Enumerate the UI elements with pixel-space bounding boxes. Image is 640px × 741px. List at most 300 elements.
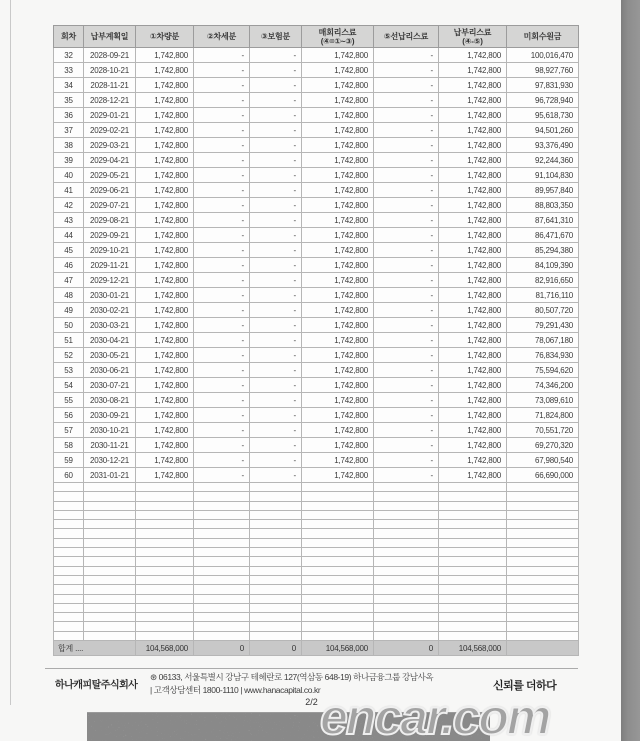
empty-cell: [302, 575, 374, 584]
total-tax: 0: [194, 641, 250, 656]
cell: 2029-01-21: [84, 108, 136, 123]
cell: 1,742,800: [136, 303, 194, 318]
cell: 1,742,800: [439, 168, 507, 183]
empty-cell: [507, 594, 579, 603]
cell: -: [250, 303, 302, 318]
cell: 2030-12-21: [84, 453, 136, 468]
empty-cell: [54, 594, 84, 603]
cell: 1,742,800: [439, 93, 507, 108]
empty-cell: [250, 613, 302, 622]
cell: -: [194, 303, 250, 318]
cell: 1,742,800: [439, 303, 507, 318]
cell: 2029-07-21: [84, 198, 136, 213]
empty-cell: [302, 529, 374, 538]
cell: 1,742,800: [136, 393, 194, 408]
cell: 57: [54, 423, 84, 438]
empty-cell: [194, 631, 250, 640]
empty-cell: [507, 557, 579, 566]
empty-cell: [439, 529, 507, 538]
cell: -: [194, 288, 250, 303]
empty-cell: [507, 510, 579, 519]
cell: -: [250, 138, 302, 153]
cell: 1,742,800: [302, 153, 374, 168]
cell: 1,742,800: [136, 273, 194, 288]
empty-cell: [302, 585, 374, 594]
cell: -: [374, 423, 439, 438]
cell: 2029-04-21: [84, 153, 136, 168]
cell: 1,742,800: [136, 288, 194, 303]
empty-cell: [194, 557, 250, 566]
empty-cell: [84, 603, 136, 612]
empty-cell: [507, 483, 579, 492]
cell: -: [374, 108, 439, 123]
table-row: [54, 78, 579, 93]
empty-cell: [84, 557, 136, 566]
empty-cell: [84, 575, 136, 584]
empty-cell: [194, 492, 250, 501]
cell: 1,742,800: [136, 408, 194, 423]
cell: 67,980,540: [507, 453, 579, 468]
cell: 1,742,800: [439, 288, 507, 303]
empty-cell: [374, 483, 439, 492]
empty-cell: [302, 492, 374, 501]
cell: 75,594,620: [507, 363, 579, 378]
cell: -: [250, 288, 302, 303]
cell: 93,376,490: [507, 138, 579, 153]
column-header: ①차량분: [136, 26, 194, 48]
cell: 1,742,800: [302, 138, 374, 153]
header-row: [54, 26, 579, 48]
empty-cell: [250, 529, 302, 538]
cell: 1,742,800: [136, 63, 194, 78]
empty-cell: [250, 510, 302, 519]
empty-cell: [194, 594, 250, 603]
empty-cell: [84, 501, 136, 510]
cell: 1,742,800: [302, 108, 374, 123]
cell: 1,742,800: [439, 63, 507, 78]
empty-cell: [439, 501, 507, 510]
cell: 1,742,800: [439, 438, 507, 453]
total-payment: 104,568,000: [439, 641, 507, 656]
cell: -: [250, 93, 302, 108]
cell: 2029-06-21: [84, 183, 136, 198]
cell: 1,742,800: [439, 48, 507, 63]
empty-cell: [136, 585, 194, 594]
empty-cell: [507, 603, 579, 612]
cell: 1,742,800: [302, 333, 374, 348]
cell: 1,742,800: [439, 363, 507, 378]
company-name: 하나캐피탈주식회사: [55, 680, 138, 691]
cell: -: [250, 198, 302, 213]
cell: -: [194, 228, 250, 243]
column-header: 납부계획일: [84, 26, 136, 48]
empty-cell: [250, 566, 302, 575]
table-row: [54, 348, 579, 363]
empty-cell: [136, 492, 194, 501]
cell: 2029-09-21: [84, 228, 136, 243]
table-row: [54, 228, 579, 243]
cell: 1,742,800: [439, 198, 507, 213]
cell: 1,742,800: [136, 423, 194, 438]
cell: -: [374, 243, 439, 258]
cell: 73,089,610: [507, 393, 579, 408]
empty-row: [54, 483, 579, 492]
cell: 1,742,800: [136, 468, 194, 483]
table-row: [54, 48, 579, 63]
empty-cell: [507, 548, 579, 557]
cell: -: [194, 168, 250, 183]
cell: 2030-11-21: [84, 438, 136, 453]
cell: 1,742,800: [136, 78, 194, 93]
empty-cell: [302, 538, 374, 547]
column-header: 납부리스료 (④-⑤): [439, 26, 507, 48]
cell: 41: [54, 183, 84, 198]
empty-cell: [194, 529, 250, 538]
cell: -: [374, 93, 439, 108]
empty-cell: [194, 566, 250, 575]
empty-cell: [439, 483, 507, 492]
table-body: [54, 48, 579, 641]
cell: 2030-08-21: [84, 393, 136, 408]
empty-cell: [439, 557, 507, 566]
cell: 2030-07-21: [84, 378, 136, 393]
cell: -: [250, 318, 302, 333]
empty-cell: [507, 585, 579, 594]
cell: 1,742,800: [136, 213, 194, 228]
cell: 1,742,800: [439, 423, 507, 438]
cell: 1,742,800: [136, 153, 194, 168]
empty-cell: [374, 538, 439, 547]
empty-cell: [84, 520, 136, 529]
cell: -: [250, 183, 302, 198]
cell: 1,742,800: [136, 123, 194, 138]
cell: 1,742,800: [302, 288, 374, 303]
cell: 1,742,800: [302, 123, 374, 138]
cell: -: [250, 453, 302, 468]
scan-shadow-band: [621, 0, 640, 741]
cell: 1,742,800: [439, 378, 507, 393]
scan-edge-line: [10, 0, 11, 705]
cell: 71,824,800: [507, 408, 579, 423]
cell: -: [194, 438, 250, 453]
empty-cell: [136, 566, 194, 575]
cell: 2030-01-21: [84, 288, 136, 303]
empty-cell: [250, 631, 302, 640]
cell: -: [194, 363, 250, 378]
empty-cell: [54, 510, 84, 519]
cell: -: [194, 93, 250, 108]
table-row: [54, 108, 579, 123]
total-row: [54, 641, 579, 656]
cell: 85,294,380: [507, 243, 579, 258]
cell: 1,742,800: [302, 318, 374, 333]
empty-cell: [439, 566, 507, 575]
cell: -: [194, 153, 250, 168]
cell: 86,471,670: [507, 228, 579, 243]
table-row: [54, 468, 579, 483]
empty-row: [54, 613, 579, 622]
empty-cell: [507, 529, 579, 538]
empty-cell: [54, 520, 84, 529]
empty-cell: [54, 548, 84, 557]
empty-cell: [84, 548, 136, 557]
cell: 1,742,800: [302, 243, 374, 258]
cell: 87,641,310: [507, 213, 579, 228]
cell: 1,742,800: [136, 198, 194, 213]
cell: 2030-09-21: [84, 408, 136, 423]
cell: 2031-01-21: [84, 468, 136, 483]
cell: 1,742,800: [136, 258, 194, 273]
empty-cell: [54, 603, 84, 612]
cell: -: [374, 48, 439, 63]
cell: 80,507,720: [507, 303, 579, 318]
cell: 46: [54, 258, 84, 273]
empty-cell: [136, 557, 194, 566]
empty-cell: [54, 492, 84, 501]
empty-row: [54, 585, 579, 594]
empty-cell: [84, 631, 136, 640]
empty-cell: [439, 622, 507, 631]
cell: 37: [54, 123, 84, 138]
cell: 44: [54, 228, 84, 243]
empty-cell: [302, 510, 374, 519]
empty-cell: [84, 613, 136, 622]
cell: 2029-10-21: [84, 243, 136, 258]
table-row: [54, 333, 579, 348]
cell: 52: [54, 348, 84, 363]
empty-cell: [194, 575, 250, 584]
cell: -: [194, 48, 250, 63]
empty-row: [54, 492, 579, 501]
empty-cell: [84, 585, 136, 594]
empty-cell: [136, 631, 194, 640]
cell: 1,742,800: [302, 198, 374, 213]
cell: 54: [54, 378, 84, 393]
empty-cell: [374, 622, 439, 631]
empty-cell: [507, 622, 579, 631]
cell: -: [374, 378, 439, 393]
cell: 81,716,110: [507, 288, 579, 303]
empty-cell: [374, 492, 439, 501]
cell: 2030-06-21: [84, 363, 136, 378]
cell: 1,742,800: [136, 363, 194, 378]
table-row: [54, 408, 579, 423]
empty-cell: [374, 631, 439, 640]
cell: 100,016,470: [507, 48, 579, 63]
cell: 2029-03-21: [84, 138, 136, 153]
empty-cell: [374, 603, 439, 612]
empty-cell: [54, 538, 84, 547]
empty-cell: [194, 603, 250, 612]
cell: 55: [54, 393, 84, 408]
cell: 1,742,800: [302, 78, 374, 93]
empty-cell: [84, 566, 136, 575]
cell: 1,742,800: [136, 48, 194, 63]
empty-cell: [54, 575, 84, 584]
empty-cell: [250, 622, 302, 631]
empty-cell: [374, 566, 439, 575]
table-row: [54, 423, 579, 438]
table-row: [54, 123, 579, 138]
cell: 1,742,800: [136, 333, 194, 348]
cell: 48: [54, 288, 84, 303]
cell: -: [374, 228, 439, 243]
empty-cell: [374, 510, 439, 519]
cell: 2030-10-21: [84, 423, 136, 438]
cell: -: [194, 333, 250, 348]
cell: -: [250, 228, 302, 243]
empty-cell: [250, 594, 302, 603]
column-header: ②차세분: [194, 26, 250, 48]
empty-cell: [54, 585, 84, 594]
cell: 89,957,840: [507, 183, 579, 198]
table-row: [54, 303, 579, 318]
empty-cell: [374, 575, 439, 584]
cell: 1,742,800: [439, 183, 507, 198]
empty-cell: [250, 548, 302, 557]
empty-cell: [439, 538, 507, 547]
cell: -: [374, 273, 439, 288]
empty-cell: [302, 594, 374, 603]
empty-cell: [302, 566, 374, 575]
empty-cell: [54, 529, 84, 538]
empty-cell: [194, 520, 250, 529]
table-row: [54, 453, 579, 468]
cell: -: [194, 348, 250, 363]
cell: 2029-02-21: [84, 123, 136, 138]
table-row: [54, 378, 579, 393]
cell: -: [374, 63, 439, 78]
cell: 2030-05-21: [84, 348, 136, 363]
empty-cell: [374, 557, 439, 566]
payment-schedule: [53, 25, 579, 656]
cell: -: [250, 348, 302, 363]
empty-cell: [84, 622, 136, 631]
empty-cell: [54, 613, 84, 622]
cell: 58: [54, 438, 84, 453]
cell: -: [194, 258, 250, 273]
cell: 1,742,800: [136, 183, 194, 198]
column-header: ③보험분: [250, 26, 302, 48]
cell: 1,742,800: [136, 108, 194, 123]
cell: 1,742,800: [439, 408, 507, 423]
cell: 84,109,390: [507, 258, 579, 273]
cell: 69,270,320: [507, 438, 579, 453]
empty-cell: [194, 585, 250, 594]
empty-row: [54, 594, 579, 603]
empty-cell: [136, 520, 194, 529]
table-row: [54, 258, 579, 273]
table-row: [54, 93, 579, 108]
cell: 2030-02-21: [84, 303, 136, 318]
address-line-1: ⊛ 06133, 서울특별시 강남구 테헤란로 127(역삼동 648-19) 하나금융그룹 강남사옥: [150, 672, 434, 682]
empty-cell: [250, 575, 302, 584]
cell: -: [374, 318, 439, 333]
cell: -: [250, 333, 302, 348]
empty-row: [54, 631, 579, 640]
total-prepaid: 0: [374, 641, 439, 656]
cell: -: [374, 438, 439, 453]
cell: 1,742,800: [439, 318, 507, 333]
empty-cell: [194, 548, 250, 557]
cell: 1,742,800: [302, 408, 374, 423]
cell: 1,742,800: [302, 213, 374, 228]
column-header: 회차: [54, 26, 84, 48]
cell: -: [250, 378, 302, 393]
cell: 2029-08-21: [84, 213, 136, 228]
cell: -: [194, 378, 250, 393]
empty-cell: [194, 613, 250, 622]
cell: 59: [54, 453, 84, 468]
cell: 1,742,800: [439, 213, 507, 228]
cell: 1,742,800: [136, 168, 194, 183]
cell: 1,742,800: [136, 138, 194, 153]
empty-row: [54, 501, 579, 510]
cell: -: [374, 363, 439, 378]
cell: -: [250, 273, 302, 288]
empty-row: [54, 529, 579, 538]
brand-slogan: 신뢰를 더하다: [493, 680, 557, 692]
cell: 2029-11-21: [84, 258, 136, 273]
cell: -: [250, 213, 302, 228]
empty-cell: [374, 585, 439, 594]
empty-cell: [136, 538, 194, 547]
total-lease: 104,568,000: [302, 641, 374, 656]
cell: 79,291,430: [507, 318, 579, 333]
payment-schedule-table: [53, 25, 579, 656]
cell: 91,104,830: [507, 168, 579, 183]
cell: 1,742,800: [302, 453, 374, 468]
table-row: [54, 243, 579, 258]
cell: -: [194, 78, 250, 93]
empty-cell: [439, 585, 507, 594]
table-row: [54, 138, 579, 153]
empty-cell: [374, 529, 439, 538]
empty-cell: [439, 603, 507, 612]
cell: -: [374, 408, 439, 423]
cell: 49: [54, 303, 84, 318]
cell: 98,927,760: [507, 63, 579, 78]
cell: 1,742,800: [302, 48, 374, 63]
empty-row: [54, 575, 579, 584]
empty-cell: [439, 613, 507, 622]
cell: 70,551,720: [507, 423, 579, 438]
cell: 40: [54, 168, 84, 183]
cell: 1,742,800: [302, 363, 374, 378]
cell: -: [250, 393, 302, 408]
empty-cell: [194, 622, 250, 631]
cell: 1,742,800: [439, 453, 507, 468]
cell: 1,742,800: [302, 258, 374, 273]
empty-cell: [439, 575, 507, 584]
empty-cell: [250, 501, 302, 510]
cell: -: [374, 213, 439, 228]
cell: 43: [54, 213, 84, 228]
empty-cell: [302, 631, 374, 640]
cell: -: [250, 363, 302, 378]
column-header: 미회수원금: [507, 26, 579, 48]
cell: 66,690,000: [507, 468, 579, 483]
empty-cell: [194, 483, 250, 492]
cell: -: [374, 123, 439, 138]
cell: 1,742,800: [302, 468, 374, 483]
cell: 76,834,930: [507, 348, 579, 363]
cell: 35: [54, 93, 84, 108]
empty-cell: [194, 510, 250, 519]
cell: 96,728,940: [507, 93, 579, 108]
cell: 94,501,260: [507, 123, 579, 138]
cell: 1,742,800: [439, 258, 507, 273]
